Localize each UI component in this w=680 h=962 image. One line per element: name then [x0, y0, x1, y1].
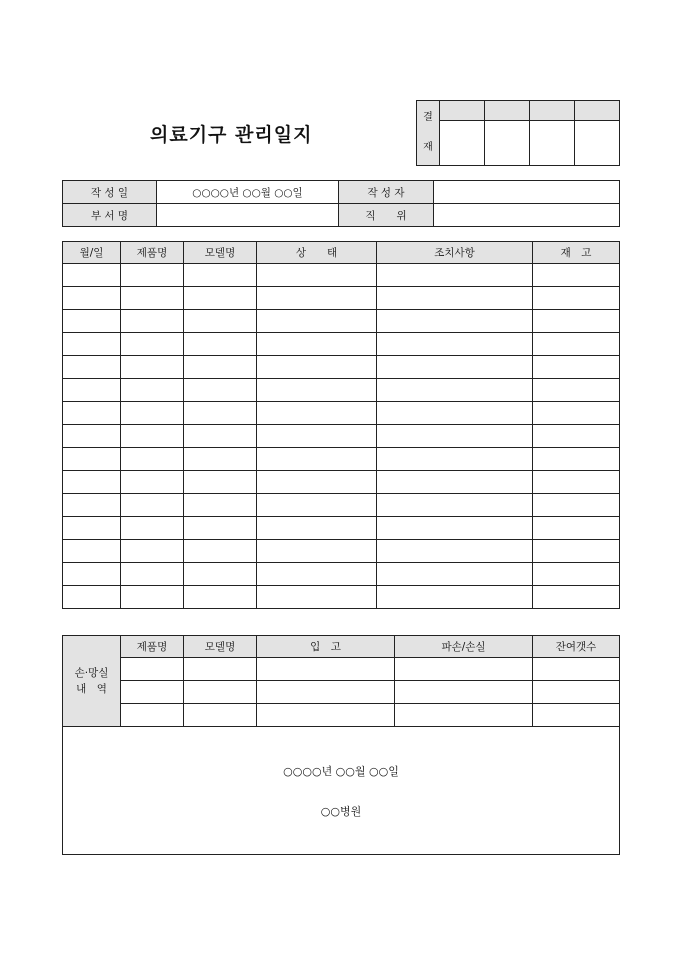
info-table [62, 180, 620, 227]
table-cell[interactable] [395, 658, 533, 681]
table-row [63, 333, 620, 356]
approval-sign-cell[interactable] [530, 121, 575, 166]
table-cell[interactable] [184, 681, 257, 704]
table-cell[interactable] [257, 681, 395, 704]
table-cell[interactable] [257, 448, 377, 471]
table-cell[interactable] [377, 333, 533, 356]
table-cell[interactable] [121, 379, 184, 402]
loss-side-label: 손·망실 내 역 [63, 636, 121, 727]
table-cell[interactable] [63, 356, 121, 379]
table-cell[interactable] [184, 356, 257, 379]
table-row [63, 356, 620, 379]
header-model: 모델명 [184, 636, 257, 658]
table-cell[interactable] [184, 448, 257, 471]
table-cell[interactable] [184, 704, 257, 727]
approval-title-cell [575, 101, 620, 121]
table-cell[interactable] [63, 425, 121, 448]
table-cell[interactable] [121, 471, 184, 494]
approval-sign-cell[interactable] [485, 121, 530, 166]
table-row [63, 425, 620, 448]
table-cell[interactable] [121, 425, 184, 448]
table-cell[interactable] [63, 402, 121, 425]
approval-label: 결 재 [417, 101, 440, 166]
table-cell[interactable] [257, 333, 377, 356]
table-cell[interactable] [377, 517, 533, 540]
table-cell[interactable] [63, 448, 121, 471]
header-product: 제품명 [121, 636, 184, 658]
approval-title-cell [485, 101, 530, 121]
footer-date: ○○○○년 ○○월 ○○일 [283, 764, 399, 778]
table-cell[interactable] [184, 310, 257, 333]
table-cell[interactable] [377, 540, 533, 563]
table-cell[interactable] [184, 264, 257, 287]
table-cell[interactable] [377, 425, 533, 448]
table-cell[interactable] [121, 264, 184, 287]
position-label: 직 위 [339, 204, 434, 227]
table-cell[interactable] [63, 471, 121, 494]
approval-sign-cell[interactable] [440, 121, 485, 166]
table-cell[interactable] [63, 379, 121, 402]
table-cell[interactable] [63, 586, 121, 609]
table-cell[interactable] [121, 310, 184, 333]
header-model: 모델명 [184, 242, 257, 264]
table-cell[interactable] [533, 448, 620, 471]
table-cell[interactable] [121, 681, 184, 704]
page-title: 의료기구 관리일지 [150, 124, 313, 146]
table-cell[interactable] [257, 402, 377, 425]
approval-table [416, 100, 620, 166]
table-cell[interactable] [533, 586, 620, 609]
log-table [62, 241, 620, 609]
table-cell[interactable] [257, 540, 377, 563]
table-row [63, 471, 620, 494]
approval-title-cell [530, 101, 575, 121]
table-cell[interactable] [121, 287, 184, 310]
table-row [63, 287, 620, 310]
table-cell[interactable] [533, 356, 620, 379]
table-cell[interactable] [533, 425, 620, 448]
date-field[interactable]: ○○○○년 ○○월 ○○일 [157, 181, 339, 204]
dept-label: 부 서 명 [63, 204, 157, 227]
table-cell[interactable] [377, 563, 533, 586]
footer-block [63, 727, 620, 855]
table-cell[interactable] [533, 471, 620, 494]
table-cell[interactable] [257, 264, 377, 287]
table-cell[interactable] [257, 379, 377, 402]
date-label: 작 성 일 [63, 181, 157, 204]
table-cell[interactable] [257, 704, 395, 727]
header-remaining: 잔여갯수 [533, 636, 620, 658]
table-row [63, 586, 620, 609]
table-cell[interactable] [533, 704, 620, 727]
table-cell[interactable] [63, 563, 121, 586]
table-cell[interactable] [257, 586, 377, 609]
table-cell[interactable] [377, 356, 533, 379]
table-cell[interactable] [63, 517, 121, 540]
table-cell[interactable] [184, 658, 257, 681]
table-cell[interactable] [377, 471, 533, 494]
table-cell[interactable] [184, 287, 257, 310]
table-cell[interactable] [377, 586, 533, 609]
table-row [63, 704, 620, 727]
table-cell[interactable] [377, 402, 533, 425]
table-cell[interactable] [533, 287, 620, 310]
table-cell[interactable] [121, 517, 184, 540]
table-cell[interactable] [184, 540, 257, 563]
table-cell[interactable] [377, 287, 533, 310]
table-cell[interactable] [121, 540, 184, 563]
table-cell[interactable] [121, 586, 184, 609]
table-row [63, 448, 620, 471]
table-cell[interactable] [121, 658, 184, 681]
table-cell[interactable] [533, 494, 620, 517]
table-cell[interactable] [121, 333, 184, 356]
table-row [63, 517, 620, 540]
table-cell[interactable] [533, 379, 620, 402]
table-cell[interactable] [184, 586, 257, 609]
table-cell[interactable] [63, 333, 121, 356]
table-cell[interactable] [533, 681, 620, 704]
table-cell[interactable] [377, 264, 533, 287]
loss-header-row [63, 636, 620, 658]
loss-table [62, 635, 620, 855]
table-cell[interactable] [377, 310, 533, 333]
table-cell[interactable] [257, 287, 377, 310]
table-row [63, 402, 620, 425]
table-cell[interactable] [184, 471, 257, 494]
table-cell[interactable] [63, 287, 121, 310]
table-cell[interactable] [63, 494, 121, 517]
table-row [63, 264, 620, 287]
table-row [63, 494, 620, 517]
table-cell[interactable] [121, 448, 184, 471]
table-cell[interactable] [533, 563, 620, 586]
table-cell[interactable] [395, 681, 533, 704]
table-cell[interactable] [377, 448, 533, 471]
table-cell[interactable] [184, 425, 257, 448]
header-damage-loss: 파손/손실 [395, 636, 533, 658]
table-row [63, 681, 620, 704]
table-cell[interactable] [184, 333, 257, 356]
table-cell[interactable] [63, 540, 121, 563]
table-cell[interactable] [121, 402, 184, 425]
header-product: 제품명 [121, 242, 184, 264]
footer-org: ○○병원 [320, 804, 362, 818]
table-row [63, 658, 620, 681]
table-cell[interactable] [257, 310, 377, 333]
table-cell[interactable] [184, 517, 257, 540]
table-cell[interactable] [257, 471, 377, 494]
table-cell[interactable] [533, 310, 620, 333]
table-cell[interactable] [63, 264, 121, 287]
table-row [63, 540, 620, 563]
table-cell[interactable] [533, 264, 620, 287]
table-cell[interactable] [121, 356, 184, 379]
table-cell[interactable] [377, 494, 533, 517]
table-cell[interactable] [377, 379, 533, 402]
table-cell[interactable] [257, 563, 377, 586]
table-cell[interactable] [533, 333, 620, 356]
approval-sign-cell[interactable] [575, 121, 620, 166]
table-cell[interactable] [533, 402, 620, 425]
header-date: 월/일 [63, 242, 121, 264]
header-status: 상 태 [257, 242, 377, 264]
table-cell[interactable] [121, 704, 184, 727]
header-stock: 재 고 [533, 242, 620, 264]
table-row [63, 310, 620, 333]
table-cell[interactable] [63, 310, 121, 333]
table-cell[interactable] [257, 356, 377, 379]
table-cell[interactable] [184, 379, 257, 402]
table-row [63, 563, 620, 586]
position-field[interactable] [434, 204, 620, 227]
table-cell[interactable] [395, 704, 533, 727]
table-cell[interactable] [121, 494, 184, 517]
table-cell[interactable] [257, 494, 377, 517]
table-row [63, 379, 620, 402]
writer-field[interactable] [434, 181, 620, 204]
table-cell[interactable] [533, 658, 620, 681]
writer-label: 작 성 자 [339, 181, 434, 204]
table-cell[interactable] [184, 494, 257, 517]
dept-field[interactable] [157, 204, 339, 227]
log-header-row [63, 242, 620, 264]
table-cell[interactable] [121, 563, 184, 586]
table-cell[interactable] [533, 540, 620, 563]
approval-title-cell [440, 101, 485, 121]
table-cell[interactable] [533, 517, 620, 540]
header-action: 조치사항 [377, 242, 533, 264]
table-cell[interactable] [257, 658, 395, 681]
table-cell[interactable] [257, 517, 377, 540]
header-incoming: 입 고 [257, 636, 395, 658]
table-cell[interactable] [257, 425, 377, 448]
table-cell[interactable] [184, 402, 257, 425]
table-cell[interactable] [184, 563, 257, 586]
